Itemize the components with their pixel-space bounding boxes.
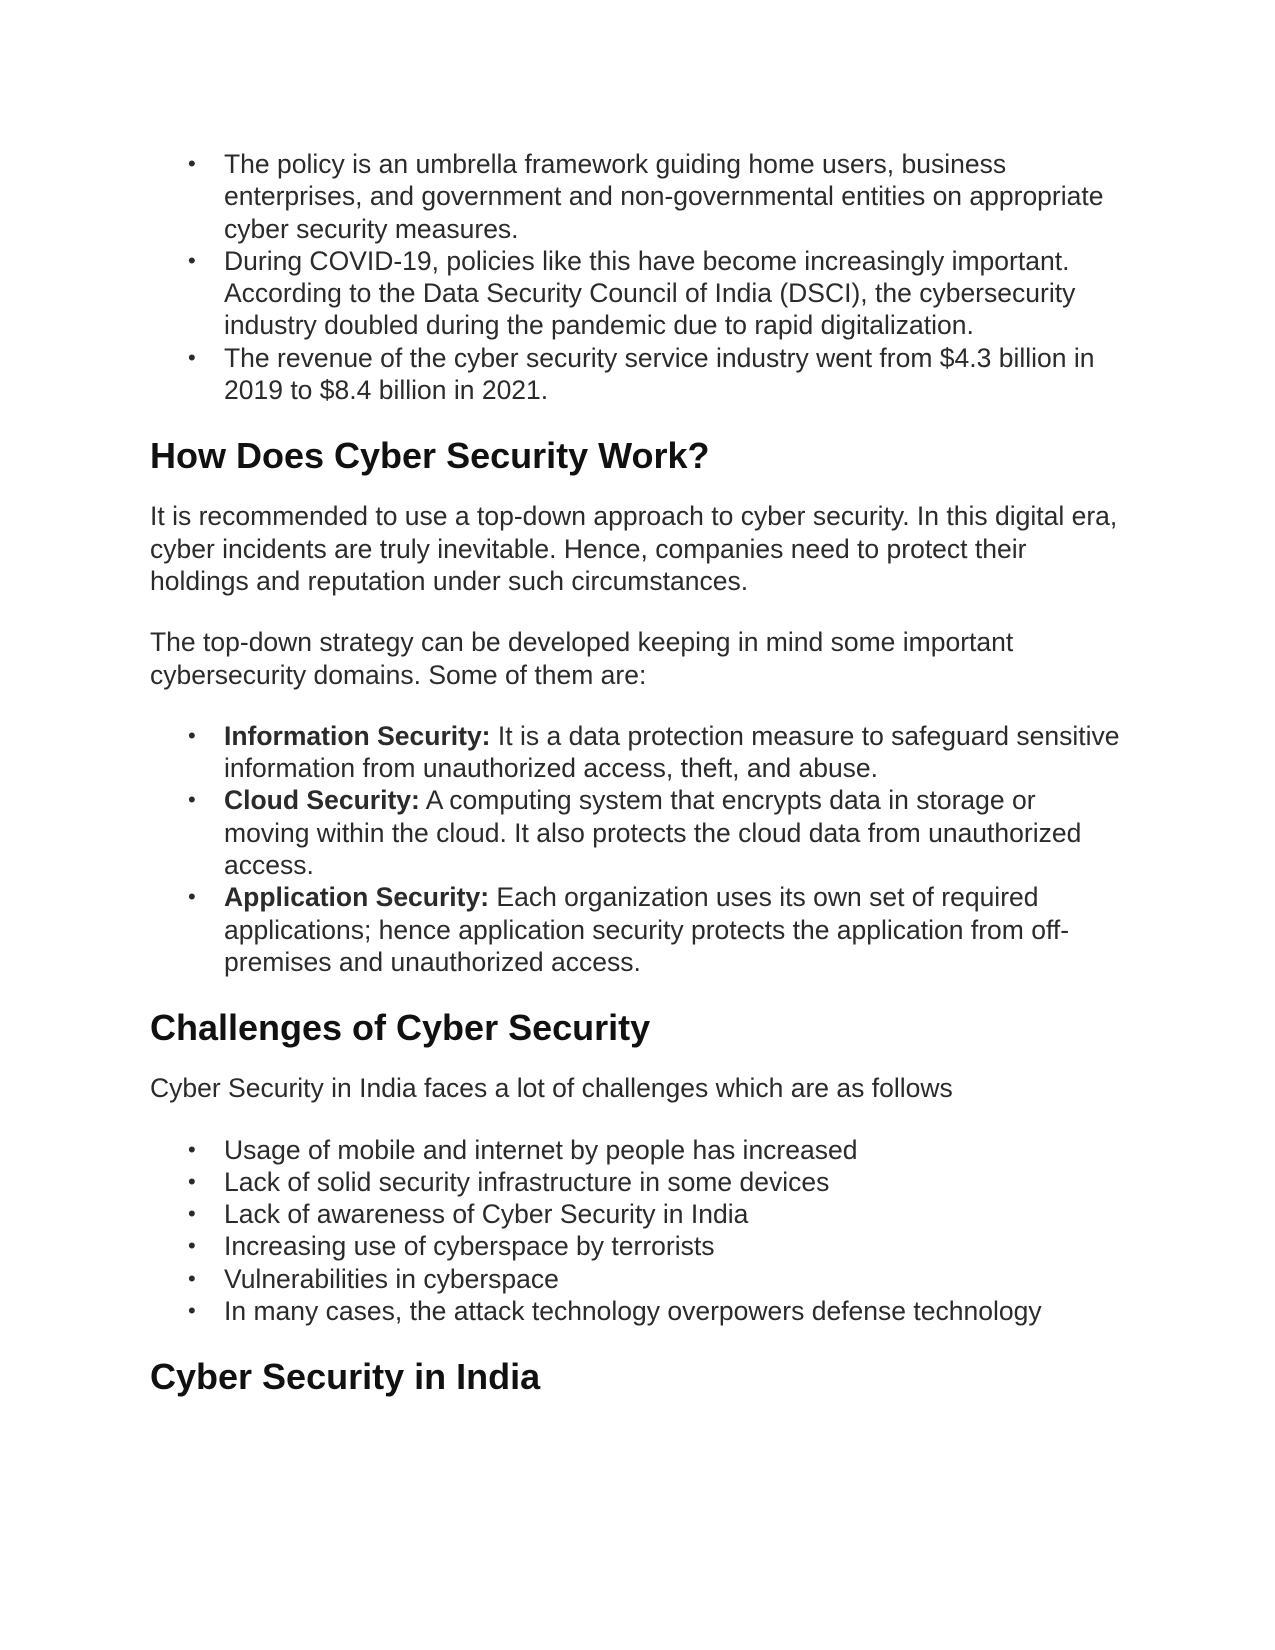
list-item xyxy=(150,784,1125,881)
list-item: • The revenue of the cyber security service industry went from $4.3 billion in 2019 to $8.4 billion in 2021. xyxy=(150,342,1125,407)
term-description: A computing system that encrypts data in storage or moving within the cloud. It also protects the cloud data from unauthorized access. xyxy=(224,785,1082,881)
intro-bullet-list xyxy=(150,148,1125,406)
section-heading-india: Cyber Security in India xyxy=(150,1356,541,1398)
term-label: Information Security: xyxy=(224,720,491,751)
term-description: It is a data protection measure to safeguard sensitive information from unauthorized access, theft, and abuse. xyxy=(224,720,1120,784)
document-page xyxy=(150,148,1125,1399)
term-label: Cloud Security: xyxy=(224,785,420,816)
list-item xyxy=(150,881,1125,978)
section-heading-challenges: Challenges of Cyber Security xyxy=(150,1007,651,1049)
section-heading-how: How Does Cyber Security Work? xyxy=(150,435,710,477)
list-item: • Lack of awareness of Cyber Security in India xyxy=(150,1198,1125,1230)
list-item: • During COVID-19, policies like this have become increasingly important. According to the Data Security Council of India (DSCI), the cybersecurity industry doubled during the pandemic due to rapid digitalization. xyxy=(150,245,1125,342)
paragraph: It is recommended to use a top-down approach to cyber security. In this digital era, cyber incidents are truly inevitable. Hence, companies need to protect their holdings and reputation under such circumstances. xyxy=(150,501,1118,596)
list-item: • Lack of solid security infrastructure in some devices xyxy=(150,1166,1125,1198)
list-item xyxy=(150,720,1125,785)
term-label: Application Security: xyxy=(224,882,490,913)
domains-bullet-list xyxy=(150,720,1125,978)
list-item: • In many cases, the attack technology overpowers defense technology xyxy=(150,1295,1125,1327)
list-item: • The policy is an umbrella framework guiding home users, business enterprises, and government and non-governmental entities on appropriate cyber security measures. xyxy=(150,148,1125,245)
paragraph: Cyber Security in India faces a lot of challenges which are as follows xyxy=(150,1073,953,1104)
list-item: • Vulnerabilities in cyberspace xyxy=(150,1263,1125,1295)
list-item: • Usage of mobile and internet by people has increased xyxy=(150,1134,1125,1166)
challenges-bullet-list xyxy=(150,1134,1125,1328)
term-description: Each organization uses its own set of required applications; hence application security protects the application from off-premises and unauthorized access. xyxy=(224,882,1070,977)
paragraph: The top-down strategy can be developed keeping in mind some important cybersecurity domains. Some of them are: xyxy=(150,627,1014,690)
list-item: • Increasing use of cyberspace by terrorists xyxy=(150,1230,1125,1262)
